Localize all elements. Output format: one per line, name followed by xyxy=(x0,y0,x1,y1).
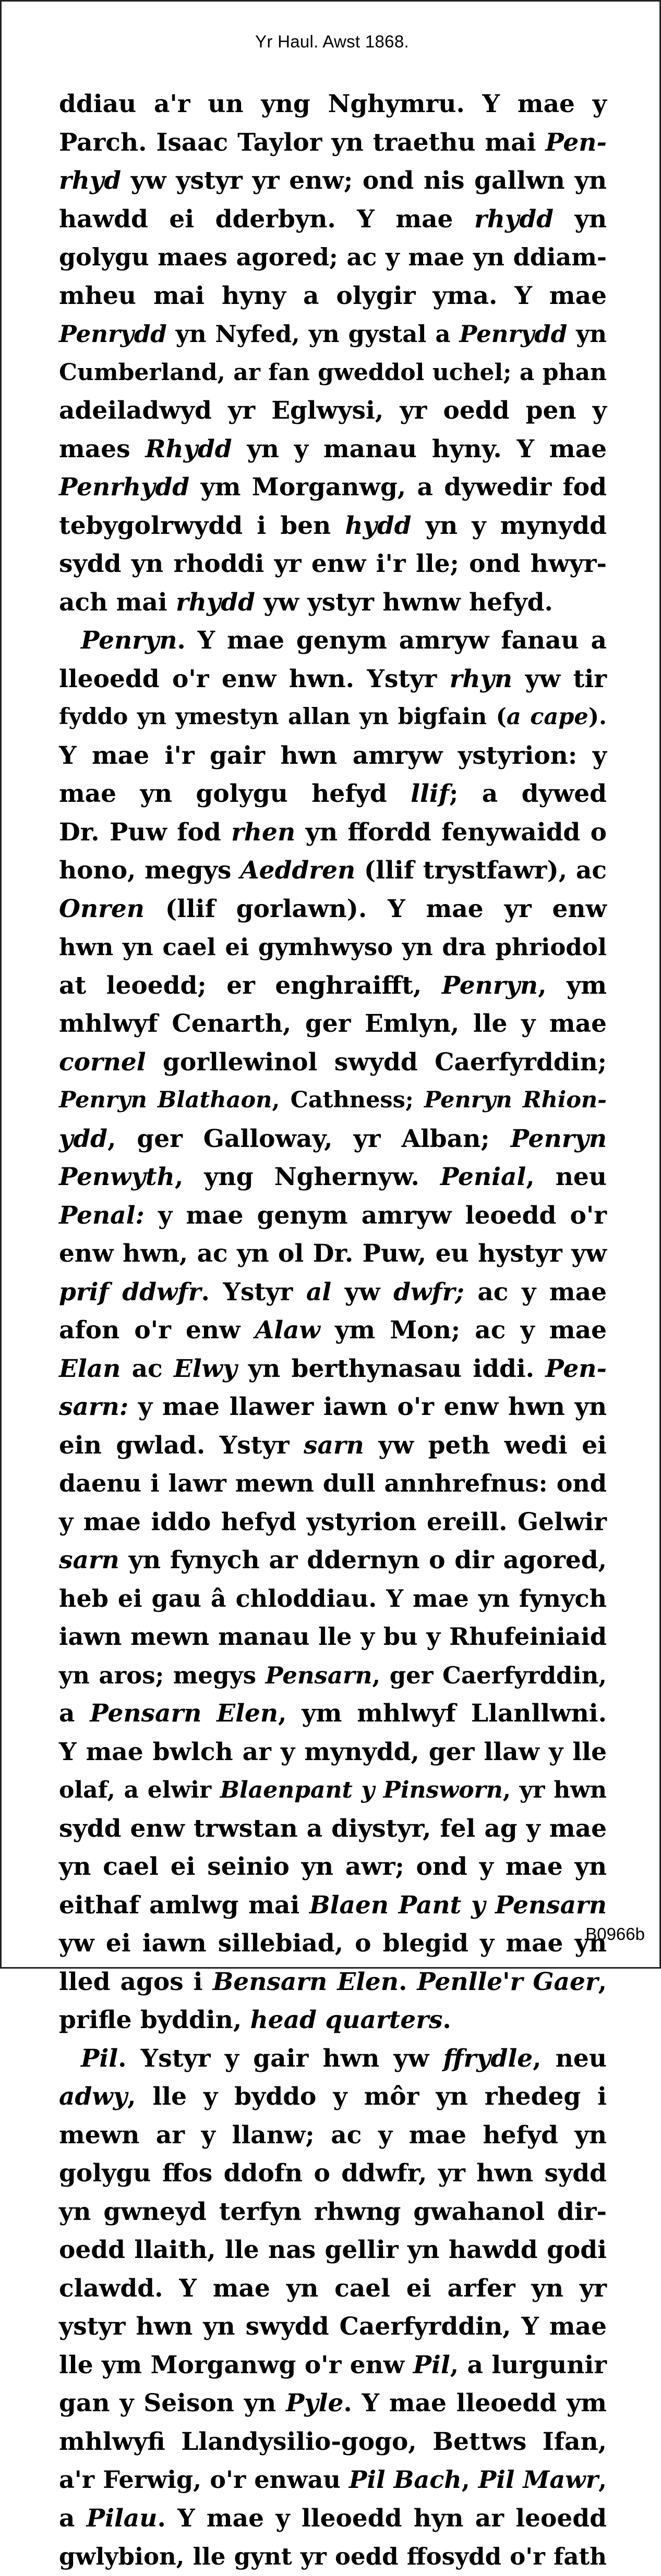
text-run: a'r Ferwig, o'r enwau xyxy=(59,2465,349,2494)
text-line xyxy=(59,660,607,699)
italic-term: a cape xyxy=(506,704,588,730)
text-run: y mae genym amryw leoedd o'r xyxy=(144,1201,607,1230)
text-run: , ym xyxy=(538,971,607,1000)
text-line xyxy=(59,1810,607,1848)
text-run: lled agos i xyxy=(59,1967,213,1996)
italic-term: Blaenpant y Pinsworn xyxy=(220,1777,503,1803)
italic-term: Pensarn Elen xyxy=(90,1699,279,1728)
italic-term: rhen xyxy=(231,817,296,847)
text-run: , ger Galloway, yr Alban; xyxy=(107,1124,511,1153)
text-run: yn Nyfed, yn gystal a xyxy=(166,320,460,348)
text-run: ach mai xyxy=(59,588,176,617)
italic-term: Pil Mawr xyxy=(478,2465,598,2494)
text-line xyxy=(59,1158,607,1197)
italic-term: Penrhydd xyxy=(59,473,190,502)
text-run: gorllewinol swydd Caerfyrddin; xyxy=(146,1047,607,1077)
italic-term: Penryn Blathaon xyxy=(59,1087,272,1113)
text-run: Cumberland, ar fan gweddol uchel; a phan xyxy=(59,359,607,386)
italic-term: head quarters xyxy=(250,2006,443,2034)
italic-term: sarn xyxy=(304,1431,364,1460)
text-line xyxy=(59,1848,607,1886)
text-run: . xyxy=(399,1967,417,1996)
italic-term: Pen- xyxy=(545,128,607,157)
italic-term: dwfr; xyxy=(393,1277,464,1307)
text-run: ). xyxy=(588,704,607,730)
text-run: , xyxy=(598,2465,607,2494)
text-line xyxy=(59,2499,607,2538)
text-line xyxy=(59,353,607,392)
text-line xyxy=(59,2116,607,2155)
text-line xyxy=(59,2308,607,2346)
text-run: Y mae i'r gair hwn amryw ystyrion: y xyxy=(59,741,607,770)
text-run: yw ei iawn sillebiad, o blegid y mae yn xyxy=(59,1929,607,1958)
text-run: prifle byddin, xyxy=(59,2006,250,2034)
text-run: ym Mon; ac y mae xyxy=(320,1316,607,1345)
italic-term: Pen- xyxy=(545,1354,607,1383)
text-line xyxy=(59,200,607,239)
text-run: yw xyxy=(331,1277,394,1307)
text-run: ; a dywed xyxy=(449,779,607,808)
text-run: oedd llaith, lle nas gellir yn hawdd godi xyxy=(59,2236,607,2264)
text-run: mhlwyf Cenarth, ger Emlyn, lle y mae xyxy=(59,1009,607,1038)
italic-term: al xyxy=(306,1277,332,1307)
text-run: . Y mae y lleoedd hyn ar leoedd xyxy=(157,2504,607,2533)
text-run: lleoedd o'r enw hwn. Ystyr xyxy=(59,664,450,693)
text-line xyxy=(59,2040,607,2078)
text-line xyxy=(59,124,607,162)
text-line xyxy=(59,621,607,660)
italic-term: Elan xyxy=(59,1354,121,1383)
text-run: ein gwlad. Ystyr xyxy=(59,1431,304,1460)
text-line xyxy=(59,1541,607,1580)
italic-term: rhydd xyxy=(474,204,554,234)
italic-term: ydd xyxy=(59,1124,108,1153)
text-run: ac y mae xyxy=(464,1277,607,1307)
text-run: fyddo yn ymestyn allan yn bigfain ( xyxy=(59,704,507,730)
text-run: a xyxy=(59,1699,90,1728)
text-run: Dr. Puw fod xyxy=(59,817,232,847)
italic-term: Bensarn Elen xyxy=(212,1967,399,1996)
italic-term: cornel xyxy=(59,1047,146,1077)
text-line xyxy=(59,967,607,1005)
text-line xyxy=(59,698,607,737)
text-run: Y mae bwlch ar y mynydd, ger llaw y lle xyxy=(59,1737,607,1766)
text-run: afon o'r enw xyxy=(59,1316,255,1345)
text-line xyxy=(59,890,607,929)
text-line xyxy=(59,162,607,200)
text-run: clawdd. Y mae yn cael ei arfer yn yr xyxy=(59,2274,607,2303)
text-run: tebygolrwydd i ben xyxy=(59,511,345,540)
text-run: , neu xyxy=(533,2044,607,2073)
italic-term: Penlle'r Gaer xyxy=(417,1967,598,1996)
text-line xyxy=(59,2461,607,2499)
text-run: ym Morganwg, a dywedir fod xyxy=(189,473,607,502)
text-run: , a lurgunir xyxy=(450,2350,607,2379)
italic-term: Penial xyxy=(440,1163,526,1191)
text-line xyxy=(59,1580,607,1618)
italic-term: prif ddwfr xyxy=(59,1277,201,1307)
text-line xyxy=(59,928,607,967)
text-line xyxy=(59,545,607,583)
text-line xyxy=(59,507,607,545)
text-line xyxy=(59,468,607,507)
text-run: gan y Seison yn xyxy=(59,2389,286,2418)
text-run: , xyxy=(598,1967,607,1996)
text-line xyxy=(59,2537,607,2576)
text-run: yn xyxy=(567,320,607,348)
text-line xyxy=(59,2231,607,2269)
italic-term: rhyd xyxy=(59,166,122,195)
text-run: yn gwneyd terfyn rhwng gwahanol dir- xyxy=(59,2197,607,2226)
italic-term: llif xyxy=(411,779,449,808)
italic-term: Elwy xyxy=(173,1354,237,1383)
text-run: iawn mewn manau lle y bu y Rhufeiniaid xyxy=(59,1622,607,1651)
text-run: , xyxy=(461,2465,478,2494)
text-run: (llif gorlawn). Y mae yr enw xyxy=(144,894,607,923)
italic-term: sarn xyxy=(59,1546,119,1574)
text-line xyxy=(59,392,607,430)
text-run: mae yn golygu hefyd xyxy=(59,779,411,808)
text-run: . Ystyr y gair hwn yw xyxy=(118,2044,443,2073)
text-run: , ym mhlwyf Llanllwni. xyxy=(278,1699,607,1728)
italic-term: sarn: xyxy=(59,1393,129,1421)
text-line xyxy=(59,775,607,813)
text-run: , Cathness; xyxy=(272,1087,424,1113)
text-run: olaf, a elwir xyxy=(59,1777,220,1803)
italic-term: Pil Bach xyxy=(348,2465,462,2494)
text-line xyxy=(59,1005,607,1043)
text-run: y mae llawer iawn o'r enw hwn yn xyxy=(128,1393,607,1421)
text-column xyxy=(59,85,607,2570)
text-line xyxy=(59,1733,607,1772)
text-run: hono, megys xyxy=(59,856,241,885)
text-run: enw hwn, ac yn ol Dr. Puw, eu hystyr yw xyxy=(59,1239,607,1268)
text-run: hawdd ei dderbyn. Y mae xyxy=(59,204,474,234)
text-run: gwlybion, lle gynt yr oedd ffosydd o'r fath xyxy=(59,2543,607,2570)
italic-term: Alaw xyxy=(255,1316,320,1345)
text-run: Parch. Isaac Taylor yn traethu mai xyxy=(59,128,546,157)
text-run: y mae iddo hefyd ystyrion ereill. Gelwir xyxy=(59,1507,607,1536)
text-line xyxy=(59,583,607,622)
italic-term: Aeddren xyxy=(240,856,356,885)
text-run: yn cael ei seinio yn awr; ond y mae yn xyxy=(59,1852,607,1881)
italic-term: rhydd xyxy=(176,588,255,617)
italic-term: ffrydle xyxy=(443,2044,533,2073)
text-run: yn y manau hyny. Y mae xyxy=(232,434,607,463)
text-run: yn y mynydd xyxy=(411,511,607,540)
text-run: , yr hwn xyxy=(502,1777,607,1803)
text-line xyxy=(59,2078,607,2116)
text-run: yw ystyr yr enw; ond nis gallwn yn xyxy=(121,166,607,195)
text-line xyxy=(59,1081,607,1120)
text-line xyxy=(59,851,607,890)
text-line xyxy=(59,1235,607,1273)
italic-term: adwy xyxy=(59,2082,128,2111)
text-run: eithaf amlwg mai xyxy=(59,1890,309,1920)
text-line xyxy=(59,1197,607,1235)
italic-term: rhyn xyxy=(449,664,513,693)
text-line xyxy=(59,2423,607,2461)
italic-term: Pensarn xyxy=(265,1661,372,1689)
italic-term: Pyle xyxy=(285,2389,344,2418)
text-run: , lle y byddo y môr yn rhedeg i xyxy=(127,2082,607,2111)
text-run: . Y mae genym amryw fanau a xyxy=(177,626,607,655)
text-run: . xyxy=(442,2006,451,2034)
text-line xyxy=(59,315,607,353)
text-run: hwn yn cael ei gymhwyso yn dra phriodol xyxy=(59,933,607,961)
text-run: , ger Caerfyrddin, xyxy=(372,1661,607,1689)
text-line xyxy=(59,1043,607,1082)
page-header: Yr Haul. Awst 1868. xyxy=(255,32,409,51)
italic-term: Penryn Rhion- xyxy=(424,1087,607,1113)
text-run: heb ei gau â chloddiau. Y mae yn fynych xyxy=(59,1584,607,1613)
text-line xyxy=(59,430,607,469)
text-run: . Ystyr xyxy=(201,1277,306,1307)
italic-term: Pilau xyxy=(86,2504,158,2533)
text-line xyxy=(59,1656,607,1695)
text-line xyxy=(59,238,607,277)
text-line xyxy=(59,1120,607,1158)
text-line xyxy=(59,737,607,775)
italic-term: Rhydd xyxy=(145,434,232,463)
text-run: yn xyxy=(553,204,607,234)
text-run: yn berthynasau iddi. xyxy=(237,1354,546,1383)
text-run: , yng Nghernyw. xyxy=(174,1163,440,1191)
text-run: golygu maes agored; ac y mae yn ddiam- xyxy=(59,243,607,271)
italic-term: Pil xyxy=(413,2350,450,2379)
italic-term: Pil xyxy=(81,2044,118,2073)
text-run: ac xyxy=(121,1354,174,1383)
text-run: adeiladwyd yr Eglwysi, yr oedd pen y xyxy=(59,396,607,425)
text-line xyxy=(59,1694,607,1733)
text-run: yn fynych ar ddernyn o dir agored, xyxy=(119,1546,607,1574)
text-line xyxy=(59,277,607,315)
text-line xyxy=(59,1273,607,1312)
text-run: yw peth wedi ei xyxy=(364,1431,607,1460)
italic-term: Penal: xyxy=(59,1201,145,1230)
text-run: yn ffordd fenywaidd o xyxy=(295,817,607,847)
italic-term: Penwyth xyxy=(59,1163,175,1191)
italic-term: Penrydd xyxy=(459,320,568,348)
text-line xyxy=(59,1464,607,1503)
text-run: , neu xyxy=(526,1163,607,1191)
text-run: yw tir xyxy=(512,664,607,693)
italic-term: Penrydd xyxy=(59,320,167,348)
text-line xyxy=(59,2193,607,2231)
text-line xyxy=(59,1924,607,1963)
text-line xyxy=(59,1350,607,1388)
text-run: . Y mae lleoedd ym xyxy=(343,2389,607,2418)
text-line xyxy=(59,85,607,124)
text-line xyxy=(59,2269,607,2308)
italic-term: Penryn xyxy=(510,1124,607,1153)
text-run: sydd yn rhoddi yr enw i'r lle; ond hwyr- xyxy=(59,550,607,578)
text-run: mheu mai hyny a olygir yma. Y mae xyxy=(59,281,607,310)
text-run: ystyr hwn yn swydd Caerfyrddin, Y mae xyxy=(59,2312,607,2341)
text-run: at leoedd; er enghraifft, xyxy=(59,971,442,1000)
text-line xyxy=(59,813,607,852)
text-run: sydd enw trwstan a diystyr, fel ag y mae xyxy=(59,1814,607,1843)
text-run: yw ystyr hwnw hefyd. xyxy=(255,588,553,617)
text-line xyxy=(59,1886,607,1925)
text-run: (llif trystfawr), ac xyxy=(355,856,607,885)
text-run: yn aros; megys xyxy=(59,1661,266,1689)
italic-term: Penryn xyxy=(441,971,538,1000)
italic-term: Blaen Pant y Pensarn xyxy=(309,1890,607,1920)
text-line xyxy=(59,1311,607,1350)
text-line xyxy=(59,2154,607,2193)
text-run: mewn ar y llanw; ac y mae hefyd yn xyxy=(59,2120,607,2150)
italic-term: hydd xyxy=(345,511,412,540)
text-run: a xyxy=(59,2504,87,2533)
text-line xyxy=(59,2346,607,2385)
text-run: mhlwyfi Llandysilio-gogo, Bettws Ifan, xyxy=(59,2427,607,2456)
text-line xyxy=(59,1426,607,1465)
text-run: ddiau a'r un yng Nghymru. Y mae y xyxy=(59,90,607,118)
text-run: golygu ffos ddofn o ddwfr, yr hwn sydd xyxy=(59,2159,607,2188)
text-run: lle ym Morganwg o'r enw xyxy=(59,2350,413,2379)
text-run: maes xyxy=(59,434,146,463)
italic-term: Penryn xyxy=(81,626,177,655)
page-footer-id: B0966b xyxy=(585,1924,645,1944)
text-line xyxy=(59,2001,607,2040)
italic-term: Onren xyxy=(59,894,145,923)
text-run: daenu i lawr mewn dull annhrefnus: ond xyxy=(59,1469,607,1497)
text-line xyxy=(59,2384,607,2423)
text-line xyxy=(59,1503,607,1542)
text-line xyxy=(59,1771,607,1810)
text-line xyxy=(59,1618,607,1656)
text-line xyxy=(59,1388,607,1426)
